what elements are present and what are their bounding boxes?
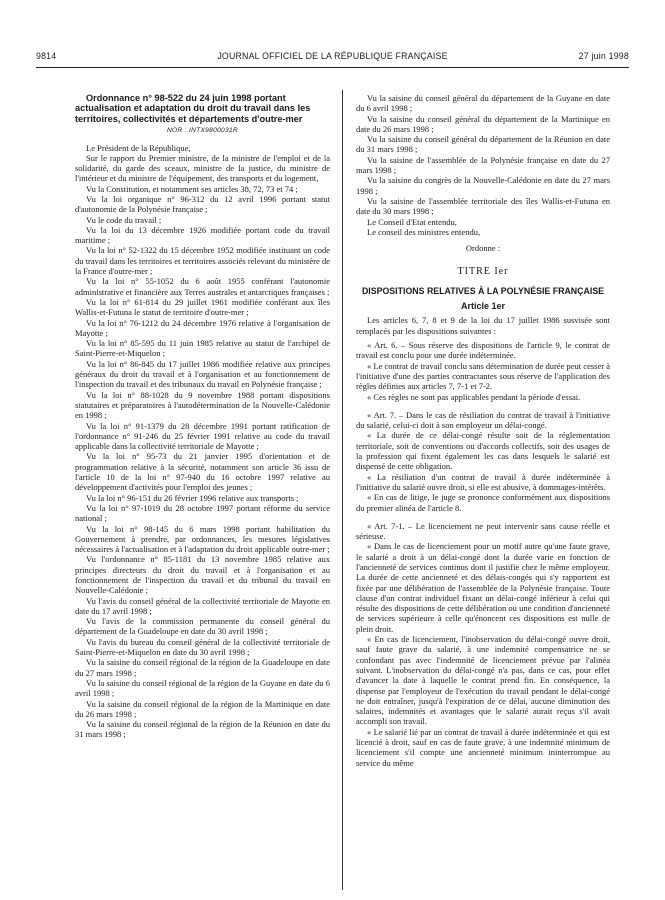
paragraph: « La durée de ce délai-congé résulte soit de la réglementation territoriale, soit de conventions ou d'accords collectifs, soit des usages de la profession qui fixent également les cas dans lesquels le salarié est dispensé de cette obligation. — [356, 430, 610, 472]
nor-reference: NOR : INTX9800031R — [167, 127, 238, 135]
paragraph: Vu la saisine de l'assemblée de la Polynésie française en date du 27 mars 1998 ; — [356, 154, 610, 176]
paragraph: Vu la saisine du congrès de la Nouvelle-Calédonie en date du 27 mars 1998 ; — [356, 175, 610, 196]
column-divider — [342, 90, 343, 890]
paragraph: Vu la loi n° 95-73 du 21 janvier 1995 d'orientation et de programmation relative à la sécurité, notamment son article 36 issu de l'article 10 de la loi n° 97-940 du 16 octobre 1997 relative au développement d'activités pour l'emploi des jeunes ; — [75, 451, 330, 493]
paragraph: Vu la loi n° 96-151 du 26 février 1996 relative aux transports ; — [86, 492, 299, 503]
paragraph: Vu le code du travail ; — [86, 214, 162, 225]
paragraph: Vu la saisine du conseil général du département de la Réunion en date du 31 mars 1998 ; — [356, 134, 610, 155]
paragraph: « Art. 7-1. – Le licenciement ne peut intervenir sans cause réelle et sérieuse. — [356, 520, 610, 542]
journal-title: JOURNAL OFFICIEL DE LA RÉPUBLIQUE FRANÇAISE — [217, 51, 448, 61]
paragraph: Vu la loi n° 55-1052 du 6 août 1955 conférant l'autonomie administrative et financière aux Terres australes et antarctiques françaises ; — [75, 276, 330, 297]
paragraph: Le Conseil d'Etat entendu, — [367, 216, 457, 227]
paragraph: Vu la loi n° 85-595 du 11 juin 1985 relative au statut de l'archipel de Saint-Pierre-et-Miquelon ; — [75, 338, 330, 359]
paragraph: Vu l'avis du conseil général de la collectivité territoriale de Mayotte en date du 17 avril 1998 ; — [75, 595, 330, 616]
header-rule — [36, 67, 629, 68]
paragraph: Vu la saisine du conseil régional de la région de la Guyane en date du 6 avril 1998 ; — [75, 677, 330, 699]
paragraph: « Ces règles ne sont pas applicables pendant la période d'essai. — [367, 391, 581, 402]
publication-date: 27 juin 1998 — [578, 51, 629, 61]
dispositions-heading: DISPOSITIONS RELATIVES À LA POLYNÉSIE FRANÇAISE — [361, 285, 605, 296]
ordonne-heading: Ordonne : — [465, 243, 501, 254]
paragraph: Le Président de la République, — [86, 142, 191, 153]
paragraph: Vu la loi n° 97-1019 du 28 octobre 1997 portant réforme du service national ; — [75, 502, 330, 524]
titre-heading: TITRE Ier — [457, 266, 509, 278]
paragraph: Vu la loi n° 61-814 du 29 juillet 1961 modifiée conférant aux îles Wallis-et-Futuna le statut de territoire d'outre-mer ; — [75, 296, 330, 318]
paragraph: « En cas de litige, le juge se prononce conformément aux dispositions du premier alinéa de l'article 8. — [356, 492, 610, 513]
page-header — [36, 51, 629, 65]
paragraph: Vu l'avis de la commission permanente du conseil général du département de la Guadeloupe en date du 30 avril 1998 ; — [75, 616, 330, 637]
page-number: 9814 — [36, 51, 57, 61]
paragraph: « Art. 7. – Dans le cas de résiliation du contrat de travail à l'initiative du salarié, celui-ci doit à son employeur un délai-congé. — [356, 409, 610, 431]
paragraph: Les articles 6, 7, 8 et 9 de la loi du 17 juillet 1986 susvisée sont remplacés par les dispositions suivantes : — [356, 315, 610, 336]
paragraph: « La résiliation d'un contrat de travail à durée indéterminée à l'initiative du salarié ouvre droit, si elle est abusive, à dommages-intérêts. — [356, 471, 610, 492]
paragraph: Vu la loi n° 86-845 du 17 juillet 1986 modifiée relative aux principes généraux du droit du travail et à l'organisation et au fonctionnement de l'inspection du travail et des tribunaux du travail en Polynésie française ; — [75, 358, 330, 390]
paragraph: Vu la loi du 13 décembre 1926 modifiée portant code du travail maritime ; — [75, 224, 330, 246]
paragraph: Vu la saisine du conseil général du département de la Guyane en date du 6 avril 1998 ; — [356, 93, 610, 114]
ordonnance-title: Ordonnance n° 98-522 du 24 juin 1998 portant actualisation et adaptation du droit du travail dans les territoires, collectivités et départements d'outre-mer — [75, 93, 311, 124]
paragraph: Vu la loi n° 98-145 du 6 mars 1998 portant habilitation du Gouvernement à prendre, par ordonnances, les mesures législatives nécessaires à l'actualisation et à l'adaptation du droit applicable outre-mer ; — [75, 523, 330, 555]
paragraph: Vu la loi n° 52-1322 du 15 décembre 1952 modifiée instituant un code du travail dans les territoires et territoires associés relevant du ministère de la France d'outre-mer ; — [75, 245, 330, 277]
paragraph: Vu la saisine du conseil régional de la région de la Martinique en date du 26 mars 1998 ; — [75, 698, 330, 719]
paragraph: « Art. 6. – Sous réserve des dispositions de l'article 9, le contrat de travail est conclu pour une durée indéterminée. — [356, 340, 610, 361]
paragraph: Vu la saisine du conseil régional de la région de la Réunion en date du 31 mars 1998 ; — [75, 719, 330, 740]
paragraph: Vu l'ordonnance n° 85-1181 du 13 novembre 1985 relative aux principes directeurs du droit du travail et à l'organisation et au fonctionnement de l'inspection du travail et du tribunal du travail en Nouvelle-Calédonie ; — [75, 554, 330, 596]
paragraph: Vu l'avis du bureau du conseil général de la collectivité territoriale de Saint-Pierre-et-Miquelon en date du 30 avril 1998 ; — [75, 636, 330, 658]
paragraph: Vu la saisine du conseil régional de la région de la Guadeloupe en date du 27 mars 1998 ; — [75, 657, 330, 678]
paragraph: Le conseil des ministres entendu, — [367, 226, 481, 237]
paragraph: Vu la loi n° 76-1212 du 24 décembre 1976 relative à l'organisation de Mayotte ; — [75, 317, 330, 338]
paragraph: Vu la saisine du conseil général du département de la Martinique en date du 26 mars 1998 ; — [356, 113, 610, 134]
paragraph: « Le salarié lié par un contrat de travail à durée indéterminée et qui est licencié à droit, sauf en cas de faute grave, à une indemnité minimum de licenciement s'il compte une ancienneté minimum ininterrompue au service du même — [356, 726, 610, 768]
paragraph: Vu la saisine de l'assemblée territoriale des îles Wallis-et-Futuna en date du 30 mars 1998 ; — [356, 195, 610, 217]
paragraph: Vu la loi n° 91-1379 du 28 décembre 1991 portant ratification de l'ordonnance n° 91-246 du 25 février 1991 relative au code du travail applicable dans la collectivité territoriale de Mayotte ; — [75, 420, 330, 452]
paragraph: Vu la loi organique n° 96-312 du 12 avril 1996 portant statut d'autonomie de la Polynésie française ; — [75, 194, 330, 215]
article-heading: Article 1er — [460, 301, 506, 312]
paragraph: « Dans le cas de licenciement pour un motif autre qu'une faute grave, le salarié a droit à un délai-congé dont la durée varie en fonction de l'ancienneté de services continus dont il justifie chez le même employeur. La durée de cette ancienneté et des délais-congés qui s'y rapportent est fixée par une délibération de l'assemblée de la Polynésie française. Toute clause d'un contrat individuel fixant un délai-congé inférieur à celui qui résulte des dispositions de cette délibération ou une condition d'ancienneté de services supérieure à celle qu'énoncent ces dispositions est nulle de plein droit. — [356, 541, 610, 634]
paragraph: Vu la Constitution, et notamment ses articles 38, 72, 73 et 74 ; — [86, 183, 298, 194]
paragraph: Vu la loi n° 88-1028 du 9 novembre 1988 portant dispositions statutaires et préparatoires à l'autodétermination de la Nouvelle-Calédonie en 1998 ; — [75, 389, 330, 421]
paragraph: « Le contrat de travail conclu sans détermination de durée peut cesser à l'initiative d'une des parties contractantes sous réserve de l'application des règles définies aux articles 7, 7-1 et 7-2. — [356, 360, 610, 392]
left-column — [75, 93, 330, 740]
paragraph: Sur le rapport du Premier ministre, de la ministre de l'emploi et de la solidarité, du garde des sceaux, ministre de la justice, du ministre de l'intérieur et du ministre de l'équipement, des transports et du logement, — [75, 152, 330, 184]
paragraph: « En cas de licenciement, l'inobservation du délai-congé ouvre droit, sauf faute grave du salarié, à une indemnité compensatrice ne se confondant pas avec l'indemnité de licenciement prévue par l'alinéa suivant. L'inobservation du délai-congé n'a pas, dans ce cas, pour effet d'avancer la date à laquelle le contrat prend fin. En conséquence, la dispense par l'employeur de l'exécution du travail pendant le délai-congé ne doit entraîner, jusqu'à l'expiration de ce délai, aucune diminution des salaires, indemnités et avantages que le salarié aurait reçus s'il avait accompli son travail. — [356, 634, 610, 727]
right-column — [356, 93, 610, 768]
